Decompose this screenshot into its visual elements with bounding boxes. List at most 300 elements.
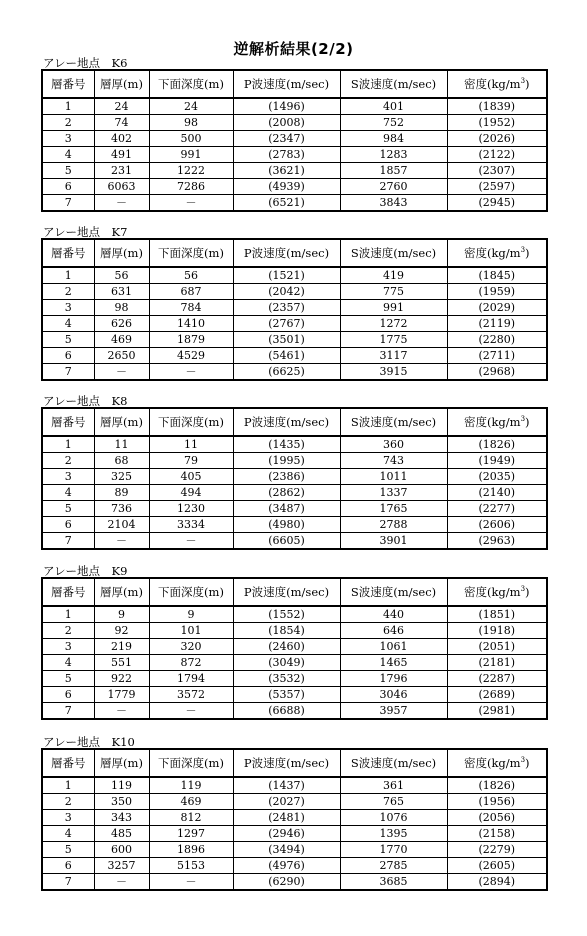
cell-layer: 7 (42, 195, 94, 212)
cell-depth: 119 (149, 777, 233, 794)
cell-density: (2280) (447, 332, 547, 348)
cell-density: (2035) (447, 469, 547, 485)
cell-depth: 1896 (149, 842, 233, 858)
cell-density: (1826) (447, 777, 547, 794)
cell-thickness: 56 (94, 267, 149, 284)
cell-thickness: 219 (94, 639, 149, 655)
cell-layer: 2 (42, 623, 94, 639)
cell-layer: 6 (42, 858, 94, 874)
header-row (42, 70, 547, 98)
cell-thickness: 626 (94, 316, 149, 332)
cell-vs: 3915 (340, 364, 447, 381)
table-row (42, 163, 547, 179)
cell-vs: 3843 (340, 195, 447, 212)
cell-vs: 752 (340, 115, 447, 131)
cell-layer: 3 (42, 469, 94, 485)
cell-vs: 440 (340, 606, 447, 623)
header-vs: S波速度(m/sec) (340, 749, 447, 777)
header-vp: P波速度(m/sec) (233, 578, 340, 606)
cell-depth: － (149, 703, 233, 720)
cell-thickness: 74 (94, 115, 149, 131)
table-row (42, 267, 547, 284)
cell-vp: (2386) (233, 469, 340, 485)
cell-layer: 5 (42, 842, 94, 858)
result-table (41, 577, 548, 720)
cell-vs: 2785 (340, 858, 447, 874)
header-density-suffix: ) (525, 756, 530, 770)
cell-density: (2029) (447, 300, 547, 316)
header-density (447, 749, 547, 777)
header-layer: 層番号 (42, 239, 94, 267)
cell-depth: 24 (149, 98, 233, 115)
cell-layer: 6 (42, 348, 94, 364)
cell-depth: 784 (149, 300, 233, 316)
site-label: アレー地点 K8 (43, 394, 128, 408)
cell-depth: 9 (149, 606, 233, 623)
cell-vs: 1796 (340, 671, 447, 687)
table-row (42, 453, 547, 469)
cell-layer: 4 (42, 485, 94, 501)
cell-layer: 1 (42, 777, 94, 794)
cell-layer: 3 (42, 639, 94, 655)
cell-depth: 1794 (149, 671, 233, 687)
cell-layer: 7 (42, 703, 94, 720)
table-row (42, 671, 547, 687)
header-row (42, 749, 547, 777)
cell-layer: 1 (42, 267, 94, 284)
cell-vs: 1272 (340, 316, 447, 332)
header-density-suffix: ) (525, 415, 530, 429)
cell-thickness: 98 (94, 300, 149, 316)
cell-vp: (1496) (233, 98, 340, 115)
cell-vp: (2767) (233, 316, 340, 332)
cell-depth: 1230 (149, 501, 233, 517)
cell-depth: 991 (149, 147, 233, 163)
cell-layer: 3 (42, 131, 94, 147)
header-vs: S波速度(m/sec) (340, 70, 447, 98)
header-density-sup: 3 (520, 77, 526, 86)
header-density-prefix: 密度(kg/m (463, 415, 521, 429)
cell-density: (2689) (447, 687, 547, 703)
cell-depth: 4529 (149, 348, 233, 364)
cell-vs: 991 (340, 300, 447, 316)
site-label: アレー地点 K7 (43, 225, 128, 239)
table-row (42, 639, 547, 655)
table-row (42, 687, 547, 703)
cell-vp: (6290) (233, 874, 340, 891)
cell-layer: 3 (42, 300, 94, 316)
site-label: アレー地点 K6 (43, 56, 128, 70)
cell-density: (2963) (447, 533, 547, 550)
header-vs: S波速度(m/sec) (340, 239, 447, 267)
cell-thickness: 600 (94, 842, 149, 858)
table-row (42, 858, 547, 874)
cell-vs: 419 (340, 267, 447, 284)
header-depth: 下面深度(m) (149, 408, 233, 436)
header-density-sup: 3 (520, 756, 526, 765)
cell-density: (2307) (447, 163, 547, 179)
cell-layer: 2 (42, 453, 94, 469)
cell-thickness: 402 (94, 131, 149, 147)
cell-thickness: 325 (94, 469, 149, 485)
cell-vp: (4976) (233, 858, 340, 874)
cell-vp: (1521) (233, 267, 340, 284)
result-table (41, 238, 548, 381)
table-row (42, 810, 547, 826)
cell-density: (2051) (447, 639, 547, 655)
cell-density: (1952) (447, 115, 547, 131)
header-row (42, 239, 547, 267)
header-thickness: 層厚(m) (94, 408, 149, 436)
cell-vs: 3957 (340, 703, 447, 720)
cell-density: (2140) (447, 485, 547, 501)
cell-thickness: 485 (94, 826, 149, 842)
cell-depth: 98 (149, 115, 233, 131)
cell-density: (1959) (447, 284, 547, 300)
header-depth: 下面深度(m) (149, 70, 233, 98)
page-title: 逆解析結果(2/2) (233, 40, 354, 58)
cell-vs: 984 (340, 131, 447, 147)
cell-thickness: 343 (94, 810, 149, 826)
header-density (447, 578, 547, 606)
table-row (42, 115, 547, 131)
cell-vp: (4939) (233, 179, 340, 195)
table-row (42, 623, 547, 639)
cell-vs: 1765 (340, 501, 447, 517)
header-row (42, 578, 547, 606)
cell-depth: 320 (149, 639, 233, 655)
cell-vs: 646 (340, 623, 447, 639)
cell-depth: － (149, 533, 233, 550)
cell-vp: (3049) (233, 655, 340, 671)
site-label: アレー地点 K10 (43, 735, 135, 749)
cell-thickness: 92 (94, 623, 149, 639)
cell-vp: (3487) (233, 501, 340, 517)
cell-thickness: 2650 (94, 348, 149, 364)
header-vp: P波速度(m/sec) (233, 749, 340, 777)
cell-density: (1826) (447, 436, 547, 453)
table-row (42, 436, 547, 453)
cell-depth: 3334 (149, 517, 233, 533)
cell-depth: 500 (149, 131, 233, 147)
cell-vs: 3901 (340, 533, 447, 550)
cell-thickness: 2104 (94, 517, 149, 533)
cell-thickness: － (94, 703, 149, 720)
header-density-suffix: ) (525, 585, 530, 599)
cell-vp: (2008) (233, 115, 340, 131)
header-density-prefix: 密度(kg/m (463, 756, 521, 770)
cell-thickness: － (94, 364, 149, 381)
cell-layer: 4 (42, 147, 94, 163)
table-row (42, 826, 547, 842)
header-layer: 層番号 (42, 749, 94, 777)
header-density (447, 408, 547, 436)
cell-vp: (2357) (233, 300, 340, 316)
cell-layer: 6 (42, 179, 94, 195)
cell-vs: 765 (340, 794, 447, 810)
table-row (42, 703, 547, 720)
cell-density: (1851) (447, 606, 547, 623)
cell-vp: (6625) (233, 364, 340, 381)
cell-vs: 360 (340, 436, 447, 453)
table-row (42, 485, 547, 501)
table-row (42, 469, 547, 485)
cell-vs: 2760 (340, 179, 447, 195)
table-row (42, 777, 547, 794)
cell-vs: 1465 (340, 655, 447, 671)
cell-density: (2605) (447, 858, 547, 874)
cell-vs: 1283 (340, 147, 447, 163)
table-row (42, 842, 547, 858)
cell-vs: 1011 (340, 469, 447, 485)
header-density-sup: 3 (520, 246, 526, 255)
header-thickness: 層厚(m) (94, 749, 149, 777)
cell-depth: 1297 (149, 826, 233, 842)
cell-thickness: 350 (94, 794, 149, 810)
cell-vs: 775 (340, 284, 447, 300)
cell-thickness: － (94, 195, 149, 212)
cell-vs: 3046 (340, 687, 447, 703)
cell-density: (2119) (447, 316, 547, 332)
cell-vp: (3501) (233, 332, 340, 348)
cell-density: (2026) (447, 131, 547, 147)
cell-density: (2158) (447, 826, 547, 842)
header-vp: P波速度(m/sec) (233, 70, 340, 98)
cell-depth: 687 (149, 284, 233, 300)
cell-vp: (2347) (233, 131, 340, 147)
cell-depth: 3572 (149, 687, 233, 703)
cell-density: (2181) (447, 655, 547, 671)
cell-vp: (2783) (233, 147, 340, 163)
table-row (42, 348, 547, 364)
cell-density: (1956) (447, 794, 547, 810)
cell-vp: (2946) (233, 826, 340, 842)
header-layer: 層番号 (42, 578, 94, 606)
header-thickness: 層厚(m) (94, 239, 149, 267)
cell-depth: 812 (149, 810, 233, 826)
header-row (42, 408, 547, 436)
cell-density: (2968) (447, 364, 547, 381)
cell-vs: 1857 (340, 163, 447, 179)
cell-vs: 1775 (340, 332, 447, 348)
cell-density: (2287) (447, 671, 547, 687)
header-thickness: 層厚(m) (94, 578, 149, 606)
cell-layer: 7 (42, 533, 94, 550)
cell-layer: 5 (42, 332, 94, 348)
cell-depth: 7286 (149, 179, 233, 195)
cell-density: (2981) (447, 703, 547, 720)
cell-vp: (1552) (233, 606, 340, 623)
cell-vs: 1395 (340, 826, 447, 842)
cell-thickness: 736 (94, 501, 149, 517)
result-table (41, 748, 548, 891)
table-row (42, 874, 547, 891)
header-vp: P波速度(m/sec) (233, 408, 340, 436)
cell-density: (2894) (447, 874, 547, 891)
cell-depth: 1879 (149, 332, 233, 348)
cell-vp: (2862) (233, 485, 340, 501)
header-vs: S波速度(m/sec) (340, 578, 447, 606)
cell-depth: 494 (149, 485, 233, 501)
cell-depth: 5153 (149, 858, 233, 874)
header-density-prefix: 密度(kg/m (463, 77, 521, 91)
cell-layer: 7 (42, 364, 94, 381)
cell-thickness: － (94, 874, 149, 891)
cell-layer: 5 (42, 671, 94, 687)
header-depth: 下面深度(m) (149, 749, 233, 777)
cell-vs: 743 (340, 453, 447, 469)
table-row (42, 195, 547, 212)
table-row (42, 501, 547, 517)
cell-depth: 405 (149, 469, 233, 485)
cell-vs: 1770 (340, 842, 447, 858)
cell-thickness: 922 (94, 671, 149, 687)
table-row (42, 364, 547, 381)
cell-vs: 2788 (340, 517, 447, 533)
header-density (447, 239, 547, 267)
table-row (42, 147, 547, 163)
table-row (42, 533, 547, 550)
result-table (41, 69, 548, 212)
cell-thickness: 24 (94, 98, 149, 115)
cell-vp: (1995) (233, 453, 340, 469)
header-depth: 下面深度(m) (149, 239, 233, 267)
cell-vp: (2027) (233, 794, 340, 810)
cell-depth: 469 (149, 794, 233, 810)
result-table (41, 407, 548, 550)
header-density-suffix: ) (525, 246, 530, 260)
cell-density: (1949) (447, 453, 547, 469)
cell-density: (1839) (447, 98, 547, 115)
cell-depth: 872 (149, 655, 233, 671)
cell-vs: 1076 (340, 810, 447, 826)
cell-thickness: 9 (94, 606, 149, 623)
cell-thickness: 631 (94, 284, 149, 300)
header-density-sup: 3 (520, 585, 526, 594)
cell-density: (2597) (447, 179, 547, 195)
cell-vp: (3621) (233, 163, 340, 179)
cell-layer: 7 (42, 874, 94, 891)
cell-layer: 1 (42, 98, 94, 115)
cell-thickness: 89 (94, 485, 149, 501)
cell-density: (1845) (447, 267, 547, 284)
cell-thickness: 6063 (94, 179, 149, 195)
cell-layer: 1 (42, 436, 94, 453)
cell-thickness: 491 (94, 147, 149, 163)
cell-depth: 1222 (149, 163, 233, 179)
cell-layer: 6 (42, 687, 94, 703)
cell-thickness: 231 (94, 163, 149, 179)
cell-layer: 6 (42, 517, 94, 533)
cell-layer: 2 (42, 794, 94, 810)
cell-layer: 2 (42, 284, 94, 300)
cell-vs: 1337 (340, 485, 447, 501)
cell-density: (1918) (447, 623, 547, 639)
cell-vp: (1437) (233, 777, 340, 794)
cell-layer: 4 (42, 826, 94, 842)
cell-vp: (5461) (233, 348, 340, 364)
table-row (42, 332, 547, 348)
cell-density: (2277) (447, 501, 547, 517)
cell-vp: (3532) (233, 671, 340, 687)
cell-thickness: 1779 (94, 687, 149, 703)
cell-density: (2056) (447, 810, 547, 826)
cell-vp: (1435) (233, 436, 340, 453)
header-density (447, 70, 547, 98)
cell-vs: 361 (340, 777, 447, 794)
table-row (42, 316, 547, 332)
cell-vp: (1854) (233, 623, 340, 639)
cell-density: (2711) (447, 348, 547, 364)
cell-density: (2279) (447, 842, 547, 858)
cell-vp: (5357) (233, 687, 340, 703)
table-row (42, 284, 547, 300)
cell-layer: 4 (42, 655, 94, 671)
cell-vs: 401 (340, 98, 447, 115)
table-row (42, 98, 547, 115)
cell-layer: 2 (42, 115, 94, 131)
cell-thickness: － (94, 533, 149, 550)
cell-vs: 3685 (340, 874, 447, 891)
cell-density: (2122) (447, 147, 547, 163)
table-row (42, 606, 547, 623)
header-density-sup: 3 (520, 415, 526, 424)
cell-vs: 3117 (340, 348, 447, 364)
cell-vp: (2042) (233, 284, 340, 300)
cell-layer: 1 (42, 606, 94, 623)
table-row (42, 179, 547, 195)
cell-depth: 101 (149, 623, 233, 639)
table-row (42, 131, 547, 147)
cell-thickness: 3257 (94, 858, 149, 874)
cell-vp: (6605) (233, 533, 340, 550)
header-density-prefix: 密度(kg/m (463, 246, 521, 260)
header-layer: 層番号 (42, 70, 94, 98)
cell-vs: 1061 (340, 639, 447, 655)
cell-thickness: 469 (94, 332, 149, 348)
cell-depth: 56 (149, 267, 233, 284)
cell-depth: － (149, 874, 233, 891)
cell-thickness: 11 (94, 436, 149, 453)
cell-layer: 5 (42, 501, 94, 517)
cell-thickness: 551 (94, 655, 149, 671)
cell-layer: 3 (42, 810, 94, 826)
cell-depth: 79 (149, 453, 233, 469)
cell-density: (2606) (447, 517, 547, 533)
table-row (42, 300, 547, 316)
cell-density: (2945) (447, 195, 547, 212)
table-row (42, 794, 547, 810)
header-vs: S波速度(m/sec) (340, 408, 447, 436)
header-thickness: 層厚(m) (94, 70, 149, 98)
table-row (42, 655, 547, 671)
cell-vp: (6688) (233, 703, 340, 720)
cell-thickness: 119 (94, 777, 149, 794)
header-density-suffix: ) (525, 77, 530, 91)
cell-depth: 11 (149, 436, 233, 453)
cell-vp: (2481) (233, 810, 340, 826)
table-row (42, 517, 547, 533)
cell-vp: (2460) (233, 639, 340, 655)
cell-vp: (3494) (233, 842, 340, 858)
cell-vp: (4980) (233, 517, 340, 533)
header-vp: P波速度(m/sec) (233, 239, 340, 267)
cell-layer: 5 (42, 163, 94, 179)
cell-depth: － (149, 364, 233, 381)
header-layer: 層番号 (42, 408, 94, 436)
site-label: アレー地点 K9 (43, 564, 128, 578)
cell-vp: (6521) (233, 195, 340, 212)
